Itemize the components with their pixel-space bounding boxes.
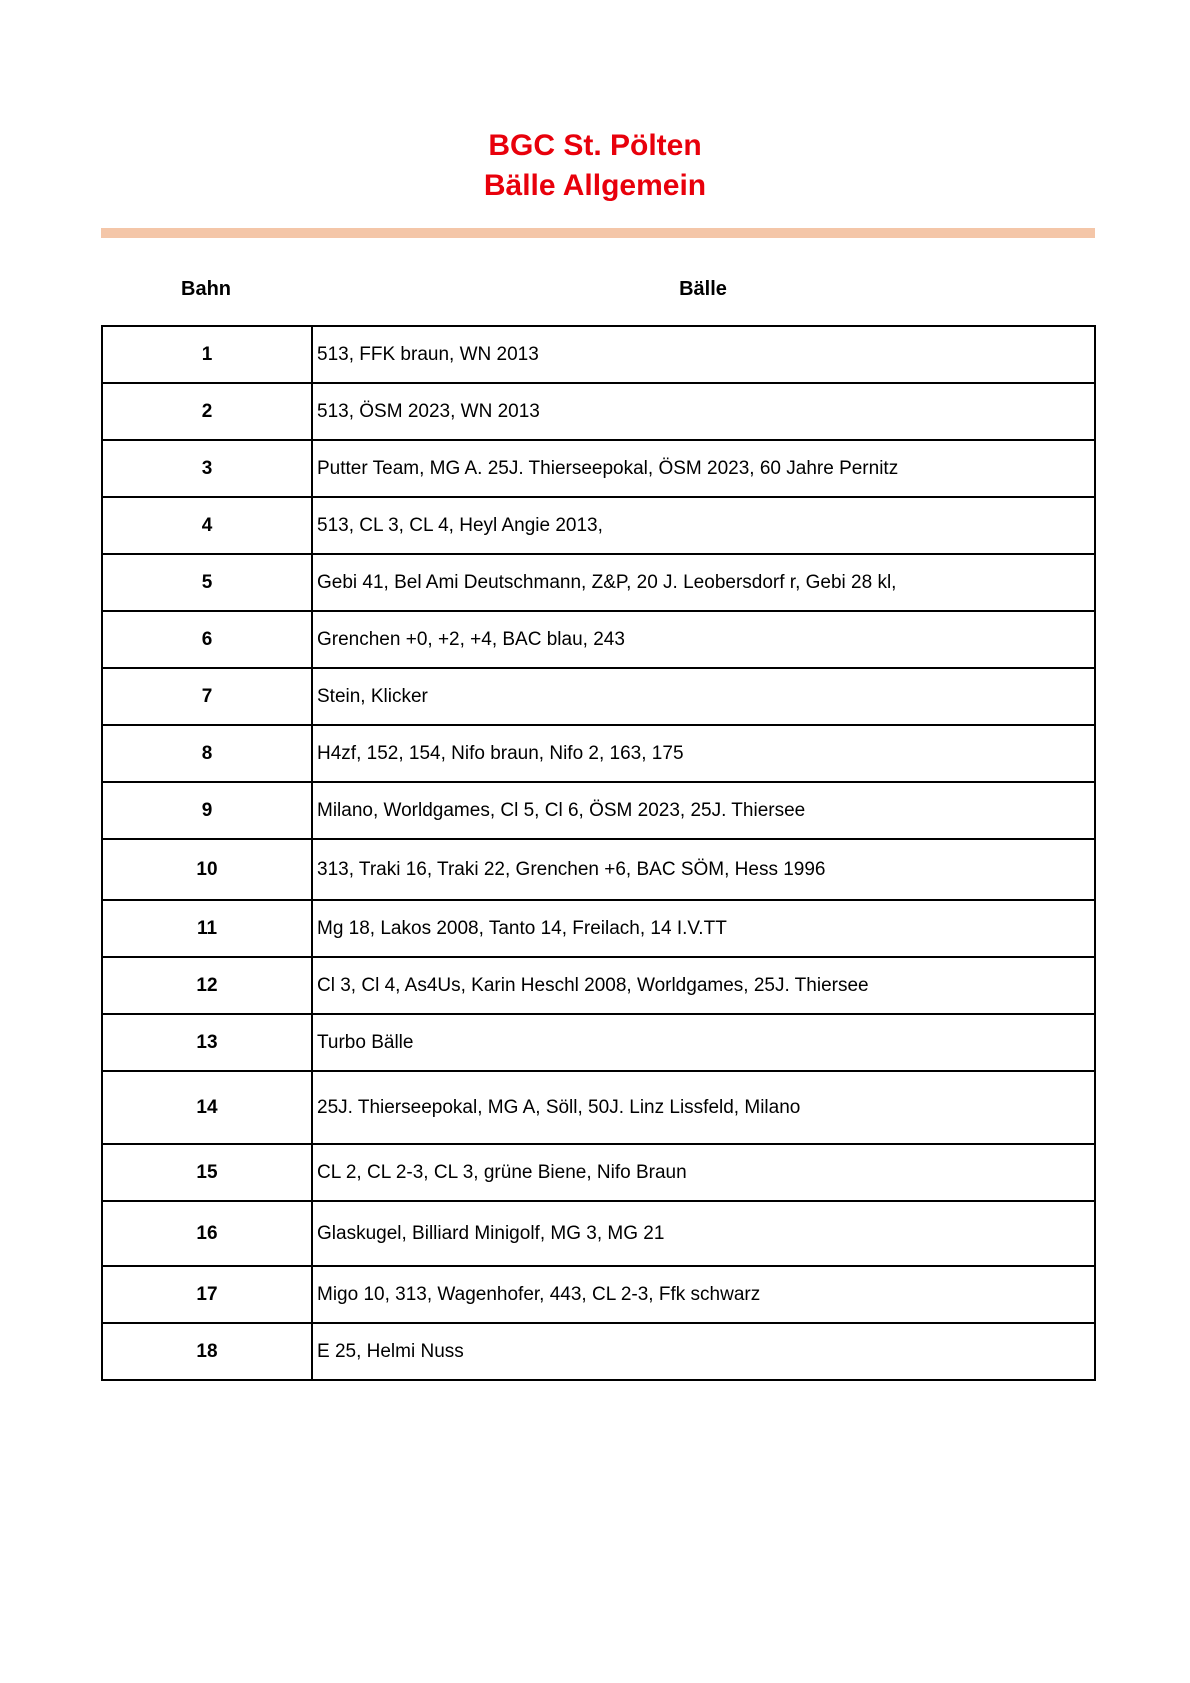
table-row [102, 383, 1095, 440]
balls-table [101, 325, 1096, 1381]
column-header-baelle: Bälle [679, 278, 727, 300]
table-row [102, 1071, 1095, 1144]
table-row [102, 440, 1095, 497]
table-row [102, 326, 1095, 383]
table-row [102, 1323, 1095, 1380]
page-title: BGC St. Pölten [488, 129, 702, 162]
table-row [102, 957, 1095, 1014]
lane-number: 2 [102, 383, 312, 440]
balls-cell: Stein, Klicker [312, 668, 1095, 725]
balls-cell: 513, ÖSM 2023, WN 2013 [312, 383, 1095, 440]
title-divider [101, 228, 1095, 238]
page-subtitle: Bälle Allgemein [483, 169, 707, 202]
lane-number: 1 [102, 326, 312, 383]
lane-number: 12 [102, 957, 312, 1014]
lane-number: 7 [102, 668, 312, 725]
balls-cell: E 25, Helmi Nuss [312, 1323, 1095, 1380]
table-row [102, 1144, 1095, 1201]
balls-cell: 313, Traki 16, Traki 22, Grenchen +6, BAC SÖM, Hess 1996 [312, 839, 1095, 900]
lane-number: 11 [102, 900, 312, 957]
balls-cell: Putter Team, MG A. 25J. Thierseepokal, ÖSM 2023, 60 Jahre Pernitz [312, 440, 1095, 497]
lane-number: 8 [102, 725, 312, 782]
table-row [102, 1201, 1095, 1266]
lane-number: 3 [102, 440, 312, 497]
balls-cell: Cl 3, Cl 4, As4Us, Karin Heschl 2008, Worldgames, 25J. Thiersee [312, 957, 1095, 1014]
lane-number: 15 [102, 1144, 312, 1201]
balls-cell: Mg 18, Lakos 2008, Tanto 14, Freilach, 14 I.V.TT [312, 900, 1095, 957]
lane-number: 18 [102, 1323, 312, 1380]
lane-number: 9 [102, 782, 312, 839]
lane-number: 16 [102, 1201, 312, 1266]
lane-number: 14 [102, 1071, 312, 1144]
table-row [102, 1014, 1095, 1071]
lane-number: 6 [102, 611, 312, 668]
lane-number: 4 [102, 497, 312, 554]
column-header-bahn: Bahn [181, 278, 231, 300]
balls-cell: Migo 10, 313, Wagenhofer, 443, CL 2-3, Ffk schwarz [312, 1266, 1095, 1323]
balls-cell: 513, CL 3, CL 4, Heyl Angie 2013, [312, 497, 1095, 554]
table-row [102, 611, 1095, 668]
balls-cell: CL 2, CL 2-3, CL 3, grüne Biene, Nifo Braun [312, 1144, 1095, 1201]
balls-cell: Grenchen +0, +2, +4, BAC blau, 243 [312, 611, 1095, 668]
table-row [102, 554, 1095, 611]
balls-cell: 513, FFK braun, WN 2013 [312, 326, 1095, 383]
balls-cell: Turbo Bälle [312, 1014, 1095, 1071]
table-row [102, 725, 1095, 782]
lane-number: 17 [102, 1266, 312, 1323]
table-row [102, 839, 1095, 900]
table-row [102, 668, 1095, 725]
balls-cell: Glaskugel, Billiard Minigolf, MG 3, MG 21 [312, 1201, 1095, 1266]
table-row [102, 497, 1095, 554]
balls-cell: 25J. Thierseepokal, MG A, Söll, 50J. Linz Lissfeld, Milano [312, 1071, 1095, 1144]
table-row [102, 1266, 1095, 1323]
balls-cell: Gebi 41, Bel Ami Deutschmann, Z&P, 20 J. Leobersdorf r, Gebi 28 kl, [312, 554, 1095, 611]
table-row [102, 782, 1095, 839]
table-row [102, 900, 1095, 957]
balls-cell: H4zf, 152, 154, Nifo braun, Nifo 2, 163, 175 [312, 725, 1095, 782]
lane-number: 5 [102, 554, 312, 611]
lane-number: 10 [102, 839, 312, 900]
lane-number: 13 [102, 1014, 312, 1071]
balls-cell: Milano, Worldgames, Cl 5, Cl 6, ÖSM 2023, 25J. Thiersee [312, 782, 1095, 839]
